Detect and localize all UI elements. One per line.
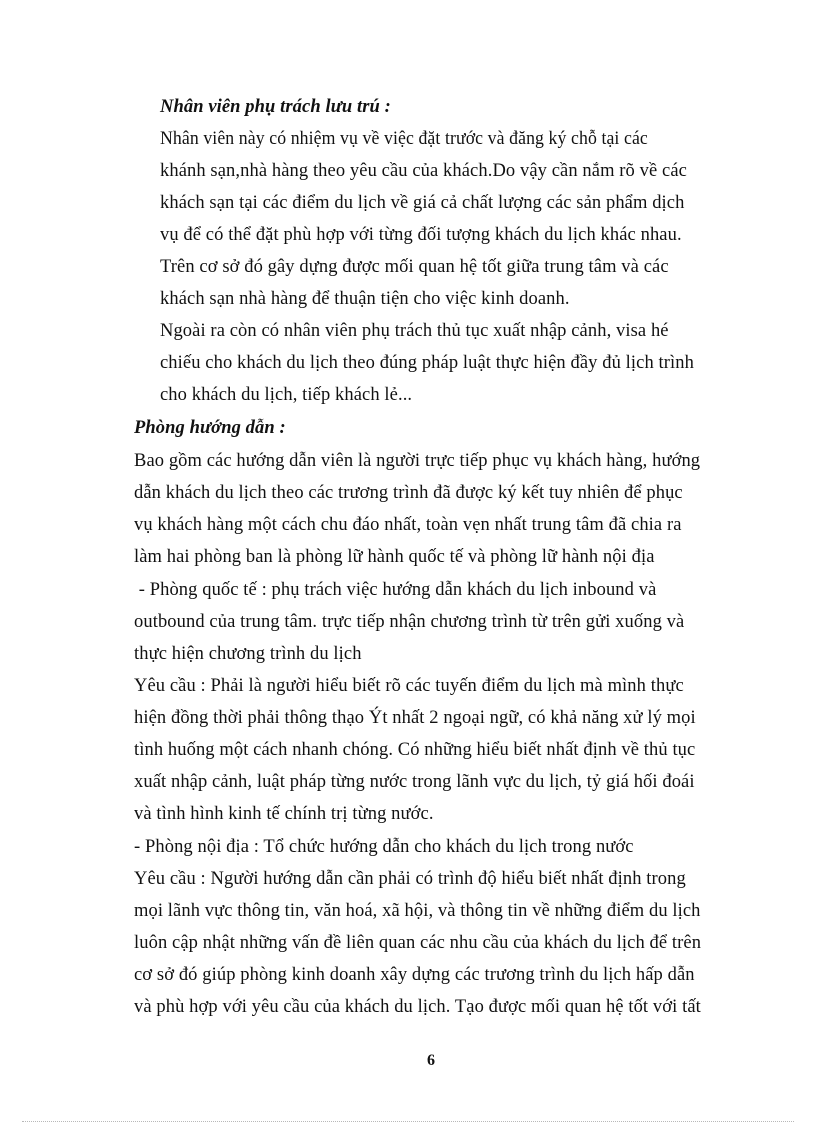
- section-heading-luu-tru: Nhân viên phụ trách lưu trú :: [160, 97, 391, 117]
- paragraph-line: Yêu cầu : Người hướng dẫn cần phải có trình độ hiểu biết nhất định trong: [134, 869, 686, 889]
- paragraph-line: Bao gồm các hướng dẫn viên là người trực tiếp phục vụ khách hàng, hướng: [134, 451, 701, 471]
- paragraph-line: vụ để có thể đặt phù hợp với từng đối tượng khách du lịch khác nhau.: [160, 225, 682, 245]
- paragraph-line: Ngoài ra còn có nhân viên phụ trách thủ tục xuất nhập cảnh, visa hé: [160, 321, 669, 341]
- paragraph-line: và tình hình kinh tế chính trị từng nước.: [134, 804, 434, 824]
- paragraph-line: mọi lãnh vực thông tin, văn hoá, xã hội, và thông tin về những điểm du lịch: [134, 901, 701, 921]
- paragraph-line: thực hiện chương trình du lịch: [134, 644, 362, 664]
- paragraph-line: - Phòng nội địa : Tổ chức hướng dẫn cho khách du lịch trong nước: [134, 837, 634, 857]
- paragraph-line: xuất nhập cảnh, luật pháp từng nước trong lãnh vực du lịch, tỷ giá hối đoái: [134, 772, 695, 792]
- paragraph-line: luôn cập nhật những vấn đề liên quan các nhu cầu của khách du lịch để trên: [134, 933, 702, 953]
- paragraph-line: khách sạn tại các điểm du lịch về giá cả chất lượng các sản phẩm dịch: [160, 193, 685, 213]
- paragraph-line: vụ khách hàng một cách chu đáo nhất, toàn vẹn nhất trung tâm đã chia ra: [134, 515, 682, 535]
- paragraph-line: chiếu cho khách du lịch theo đúng pháp luật thực hiện đầy đủ lịch trình: [160, 353, 694, 373]
- paragraph-line: khánh sạn,nhà hàng theo yêu cầu của khách.Do vậy cần nắm rõ về các: [160, 161, 687, 181]
- paragraph-line: - Phòng quốc tế : phụ trách việc hướng dẫn khách du lịch inbound và: [134, 580, 657, 600]
- paragraph-line: Trên cơ sở đó gây dựng được mối quan hệ tốt giữa trung tâm và các: [160, 257, 669, 277]
- paragraph-line: khách sạn nhà hàng để thuận tiện cho việc kinh doanh.: [160, 289, 570, 309]
- paragraph-line: tình huống một cách nhanh chóng. Có những hiểu biết nhất định về thủ tục: [134, 740, 696, 760]
- section-heading-huong-dan: Phòng hướng dẫn :: [134, 418, 286, 438]
- paragraph-line: Nhân viên này có nhiệm vụ về việc đặt trước và đăng ký chỗ tại các: [160, 129, 648, 149]
- paragraph-line: hiện đồng thời phải thông thạo Ýt nhất 2 ngoại ngữ, có khả năng xử lý mọi: [134, 708, 696, 728]
- paragraph-line: dẫn khách du lịch theo các trương trình đã được ký kết tuy nhiên để phục: [134, 483, 683, 503]
- paragraph-line: cơ sở đó giúp phòng kinh doanh xây dựng các trương trình du lịch hấp dẫn: [134, 965, 695, 985]
- paragraph-line: và phù hợp với yêu cầu của khách du lịch. Tạo được mối quan hệ tốt với tất: [134, 997, 701, 1017]
- footer-divider: [22, 1121, 794, 1122]
- paragraph-line: outbound của trung tâm. trực tiếp nhận chương trình từ trên gửi xuống và: [134, 612, 685, 632]
- paragraph-line: cho khách du lịch, tiếp khách lẻ...: [160, 385, 413, 405]
- paragraph-line: Yêu cầu : Phải là người hiểu biết rõ các tuyến điểm du lịch mà mình thực: [134, 676, 684, 696]
- page-number: 6: [427, 1052, 435, 1069]
- paragraph-line: làm hai phòng ban là phòng lữ hành quốc tế và phòng lữ hành nội địa: [134, 547, 655, 567]
